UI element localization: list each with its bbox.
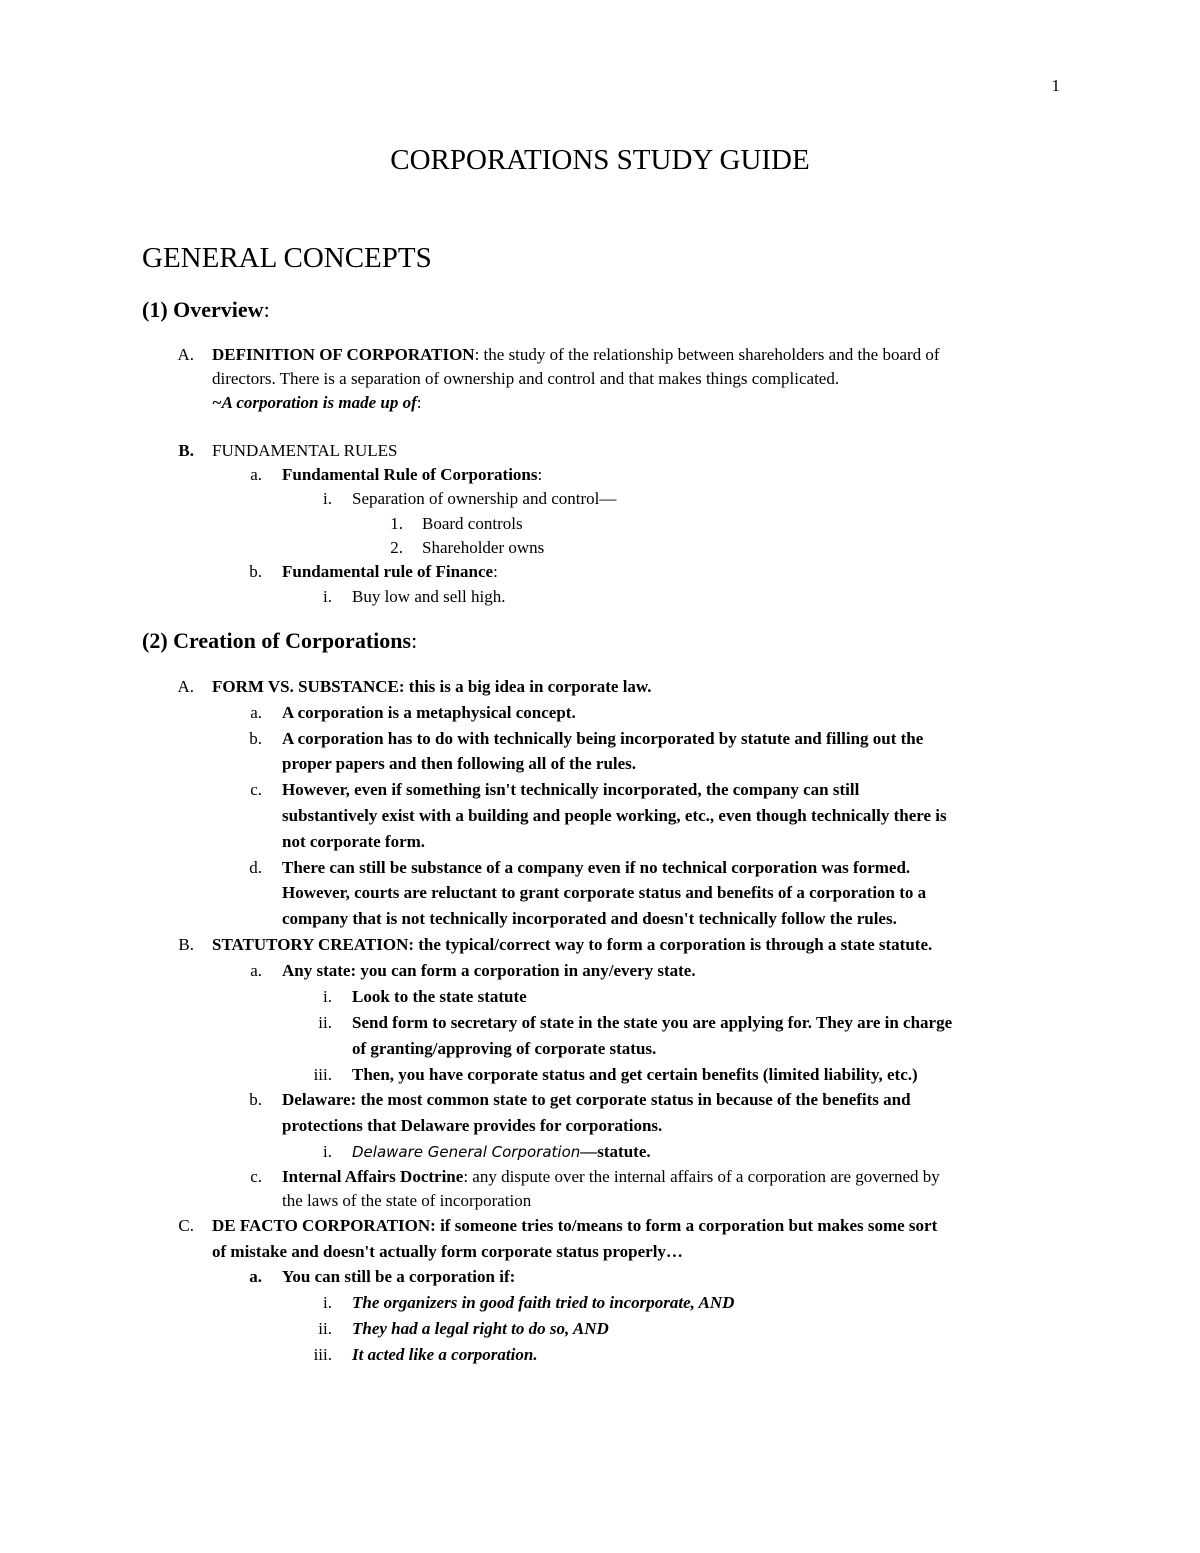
list-marker: B.: [178, 935, 194, 954]
list-marker: C.: [178, 1216, 194, 1235]
list-marker: c.: [250, 780, 262, 799]
list-item: Look to the state statute: [352, 987, 527, 1006]
list-item: Send form to secretary of state in the state you are applying for. They are in charge: [352, 1013, 953, 1032]
list-marker: i.: [323, 987, 332, 1006]
list-item: However, courts are reluctant to grant corporate status and benefits of a corporation to a: [282, 883, 927, 902]
list-item: Fundamental Rule of Corporations:: [282, 465, 543, 484]
list-item: FORM VS. SUBSTANCE: this is a big idea in corporate law.: [212, 677, 652, 696]
heading-creation: (2) Creation of Corporations:: [142, 628, 418, 653]
list-item: substantively exist with a building and people working, etc., even though technically there is: [282, 806, 947, 825]
list-item: Buy low and sell high.: [352, 587, 506, 606]
list-marker: ii.: [318, 1013, 332, 1032]
list-marker: B.: [178, 441, 194, 460]
list-item: There can still be substance of a company even if no technical corporation was formed.: [282, 858, 911, 877]
list-item: protections that Delaware provides for corporations.: [282, 1116, 663, 1135]
list-marker: i.: [323, 1142, 332, 1161]
list-marker: 2.: [390, 538, 403, 557]
list-marker: a.: [249, 1267, 262, 1286]
list-item: You can still be a corporation if:: [282, 1267, 516, 1286]
list-marker: ii.: [318, 1319, 332, 1338]
list-marker: A.: [177, 677, 194, 696]
list-item: Shareholder owns: [422, 538, 545, 557]
list-marker: i.: [323, 489, 332, 508]
definition-line: directors. There is a separation of ownership and control and that makes things complicated.: [212, 369, 840, 388]
list-item: Fundamental rule of Finance:: [282, 562, 498, 581]
list-item: A corporation has to do with technically being incorporated by statute and filling out the: [282, 729, 924, 748]
heading-overview: (1) Overview:: [142, 297, 270, 322]
list-item: Delaware: the most common state to get corporate status in because of the benefits and: [282, 1090, 911, 1109]
list-marker: i.: [323, 587, 332, 606]
section-heading: GENERAL CONCEPTS: [142, 242, 432, 274]
list-item: STATUTORY CREATION: the typical/correct way to form a corporation is through a state statute.: [212, 935, 933, 954]
list-item: They had a legal right to do so, AND: [352, 1319, 609, 1338]
list-marker: iii.: [313, 1065, 332, 1084]
list-marker: c.: [250, 1167, 262, 1186]
definition-line: DEFINITION OF CORPORATION: the study of the relationship between shareholders and the board of: [212, 345, 940, 364]
list-item: DE FACTO CORPORATION: if someone tries to/means to form a corporation but makes some sort: [212, 1216, 938, 1235]
list-marker: iii.: [313, 1345, 332, 1364]
list-item: Separation of ownership and control—: [352, 489, 617, 508]
list-item: of mistake and doesn't actually form corporate status properly…: [212, 1242, 683, 1261]
list-item: Then, you have corporate status and get certain benefits (limited liability, etc.): [352, 1065, 918, 1084]
list-marker: d.: [249, 858, 262, 877]
page-number: 1: [1051, 76, 1060, 95]
list-item: of granting/approving of corporate status.: [352, 1039, 657, 1058]
list-marker: a.: [250, 703, 262, 722]
list-item: Internal Affairs Doctrine: any dispute over the internal affairs of a corporation are governed by: [282, 1167, 940, 1186]
document-title: CORPORATIONS STUDY GUIDE: [390, 144, 810, 176]
list-marker: a.: [250, 961, 262, 980]
list-item: A corporation is a metaphysical concept.: [282, 703, 576, 722]
list-marker: b.: [249, 1090, 262, 1109]
list-marker: i.: [323, 1293, 332, 1312]
list-item: Any state: you can form a corporation in any/every state.: [282, 961, 696, 980]
list-item: FUNDAMENTAL RULES: [212, 441, 398, 460]
list-marker: A.: [177, 345, 194, 364]
list-marker: 1.: [390, 514, 403, 533]
list-item: not corporate form.: [282, 832, 426, 851]
list-item: the laws of the state of incorporation: [282, 1191, 532, 1210]
definition-line: ~A corporation is made up of:: [212, 393, 422, 412]
list-item: proper papers and then following all of the rules.: [282, 754, 637, 773]
list-item: Board controls: [422, 514, 523, 533]
list-marker: b.: [249, 562, 262, 581]
list-item: However, even if something isn't technically incorporated, the company can still: [282, 780, 860, 799]
list-item: It acted like a corporation.: [352, 1345, 538, 1364]
list-item: company that is not technically incorporated and doesn't technically follow the rules.: [282, 909, 897, 928]
list-marker: a.: [250, 465, 262, 484]
list-marker: b.: [249, 729, 262, 748]
list-item: The organizers in good faith tried to incorporate, AND: [352, 1293, 735, 1312]
term: DEFINITION OF CORPORATION: [212, 345, 475, 364]
list-item: Delaware General Corporation—statute.: [352, 1142, 651, 1161]
